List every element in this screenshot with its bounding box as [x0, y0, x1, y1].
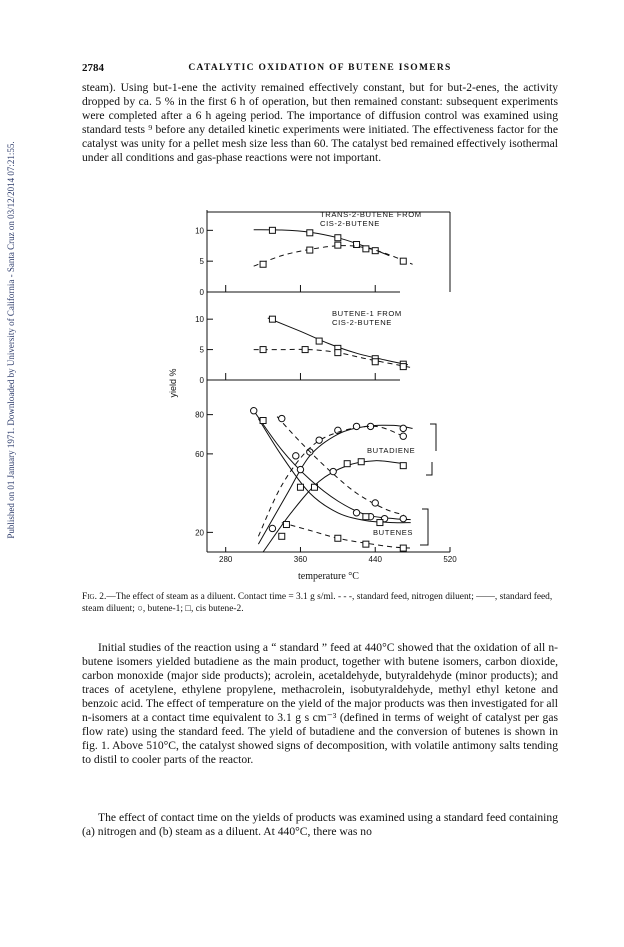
x-tick-label: 440 [368, 555, 382, 564]
panel-label: CIS-2-BUTENE [320, 219, 380, 228]
data-point-square [316, 338, 322, 344]
data-point-circle [316, 437, 322, 443]
bracket-butadiene-bottom [426, 462, 432, 475]
data-point-square [363, 541, 369, 547]
publication-sidebar-note [4, 80, 18, 600]
data-point-square [400, 258, 406, 264]
data-point-square [335, 242, 341, 248]
label-butenes: BUTENES [373, 528, 414, 537]
bracket-butenes [420, 509, 428, 545]
data-point-square [372, 359, 378, 365]
data-point-square [307, 230, 313, 236]
data-point-square [335, 235, 341, 241]
paragraph-initial-studies: Initial studies of the reaction using a “ standard ” feed at 440°C showed that the oxidation of all n-butene isomers yielded butadiene as the main product, together with butene isomers, carbon dioxide, carbon monoxide (major side products); acrolein, acetaldehyde, butyraldehyde (minor products); and traces of acetylene, ethylene propylene, methacrolein, isobutyraldehyde, methyl ethyl ketone and benzoic acid. The effect of temperature on the yield of the major products was then investigated for all n-isomers at a contact time equivalent to 3.1 g s cm⁻³ (defined in terms of weight of catalyst per gas flow rate) using the standard feed. The yield of butadiene and the conversion of butenes is shown in fig. 1. Above 510°C, the catalyst showed signs of decomposition, with volatile antimony salts tending to distil to cooler parts of the reactor. [82, 641, 558, 766]
y-tick-label: 5 [199, 257, 204, 267]
y-tick-label: 20 [195, 528, 204, 538]
data-point-circle [400, 425, 406, 431]
data-point-square [279, 533, 285, 539]
data-point-square [335, 350, 341, 356]
paragraph-intro: steam). Using but-1-ene the activity remained effectively constant, but for but-2-enes, the activity dropped by ca. 5 % in the first 6 h of operation, but then remained constant: subsequent experiments were completed after a 6 h ageing period. The importance of diffusion control was examined using standard tests ⁹ before any detailed kinetic experiments were initiated. The effectiveness factor for the catalyst was unity for a pellet mesh size less than 60. The catalyst bed remained effectively isothermal under all conditions and gas-phase reactions were not important. [82, 81, 558, 164]
data-point-square [260, 347, 266, 353]
data-point-square [358, 459, 364, 465]
data-point-circle [353, 510, 359, 516]
data-point-square [302, 347, 308, 353]
panel-label: TRANS-2-BUTENE FROM [320, 210, 422, 219]
data-point-circle [293, 453, 299, 459]
data-point-square [400, 364, 406, 370]
x-tick-label: 360 [293, 555, 308, 564]
y-tick-label: 10 [195, 226, 204, 236]
data-point-square [363, 246, 369, 252]
data-point-square [283, 522, 289, 528]
figure-caption [82, 591, 558, 615]
label-butadiene: BUTADIENE [367, 446, 416, 455]
y-tick-label: 0 [199, 288, 204, 297]
y-tick-label: 10 [195, 315, 204, 325]
series-line [254, 411, 411, 520]
data-point-square [363, 514, 369, 520]
panel-label: BUTENE-1 FROM [332, 309, 402, 318]
data-point-circle [297, 466, 303, 472]
data-point-square [297, 484, 303, 490]
data-point-square [344, 461, 350, 467]
page-header [82, 62, 558, 78]
page-number: 2784 [82, 62, 104, 74]
x-tick-label: 520 [443, 555, 457, 564]
bracket-butadiene-top [430, 424, 436, 451]
y-axis-title: yield % [168, 368, 178, 398]
data-point-square [377, 520, 383, 526]
data-point-square [400, 545, 406, 551]
data-point-square [260, 261, 266, 267]
data-point-circle [353, 423, 359, 429]
data-point-circle [269, 525, 275, 531]
paragraph-contact-time: The effect of contact time on the yields of products was examined using a standard feed containing (a) nitrogen and (b) steam as a diluent. At 440°C, there was no [82, 811, 558, 838]
figure-2 [160, 200, 470, 585]
y-tick-label: 80 [195, 410, 204, 420]
caption-lead: Fig. 2. [82, 592, 107, 602]
panel-label: CIS-2-BUTENE [332, 318, 392, 327]
data-point-square [335, 535, 341, 541]
data-point-square [400, 463, 406, 469]
x-axis-title: temperature °C [298, 571, 359, 582]
x-tick-label: 280 [219, 555, 233, 564]
caption-text: —The effect of steam as a diluent. Contact time = 3.1 g s/ml. - - -, standard feed, nitrogen diluent; ——, standard feed, steam diluent; ○, butene-1; □, cis butene-2. [82, 592, 553, 614]
data-point-circle [372, 500, 378, 506]
data-point-circle [400, 515, 406, 521]
data-point-circle [251, 408, 257, 414]
figure-2-chart [160, 200, 470, 585]
y-tick-label: 5 [199, 345, 204, 355]
data-point-circle [330, 468, 336, 474]
y-tick-label: 60 [195, 449, 204, 459]
data-point-circle [400, 433, 406, 439]
data-point-square [307, 247, 313, 253]
data-point-square [269, 227, 275, 233]
sidebar-note-text: Published on 01 January 1971. Downloaded by University of California - Santa Cruz on 03/12/2014 07:21:55. [6, 141, 16, 539]
data-point-square [260, 418, 266, 424]
data-point-square [269, 316, 275, 322]
y-tick-label: 0 [199, 376, 204, 385]
running-title: CATALYTIC OXIDATION OF BUTENE ISOMERS [188, 63, 452, 73]
series-line [254, 349, 413, 367]
data-point-circle [279, 415, 285, 421]
